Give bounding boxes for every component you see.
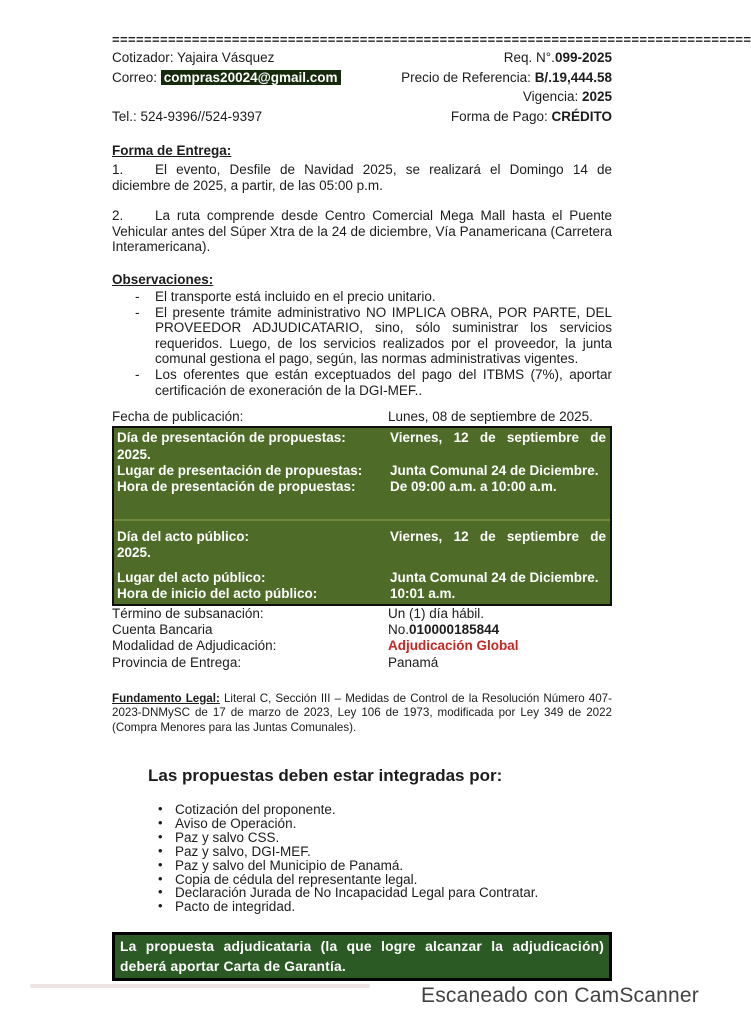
observaciones-title: Observaciones: xyxy=(112,271,214,287)
row-label: Término de subsanación: xyxy=(112,605,264,621)
observaciones-section xyxy=(112,272,612,398)
precio-referencia xyxy=(401,68,612,88)
list-item xyxy=(158,870,612,887)
table-row xyxy=(117,586,606,602)
header-row xyxy=(112,68,612,88)
item-number: 2. xyxy=(112,208,124,224)
table-row xyxy=(117,463,606,479)
document-content xyxy=(112,32,751,981)
dash-marker: - xyxy=(135,366,140,382)
row-label: Día del acto público: xyxy=(117,529,250,545)
bullet-marker: • xyxy=(158,800,163,816)
row-label: Modalidad de Adjudicación: xyxy=(112,638,277,654)
row-value-adjudicacion: Adjudicación Global xyxy=(388,638,519,654)
spacer xyxy=(117,521,606,529)
garantia-banner: La propuesta adjudicataria (la que logre alcanzar la adjudicación) deberá aportar Carta de Garantía. xyxy=(112,932,612,981)
pago-label: Forma de Pago: xyxy=(450,108,552,124)
fundamento-legal-text: Literal C, Sección III – Medidas de Control de la Resolución Número 407-2023-DNMySC de 17 de marzo de 2023, Ley 106 de 1973, modificada por Ley 349 de 2022 (Compra Menores para las Juntas Comunales). xyxy=(112,691,612,734)
row-value-wrap: 2025. xyxy=(117,446,151,462)
list-item xyxy=(135,288,612,305)
list-item xyxy=(158,800,612,817)
row-label: Día de presentación de propuestas: xyxy=(117,430,346,446)
header-row xyxy=(112,48,612,68)
vigencia xyxy=(523,87,612,107)
item-text: Los oferentes que están exceptuados del pago del ITBMS (7%), aportar certificación de exoneración de la DGI-MEF.. xyxy=(155,366,612,398)
item-text: Copia de cédula del representante legal. xyxy=(175,871,418,887)
item-text: El transporte está incluido en el precio unitario. xyxy=(155,288,436,304)
table-row xyxy=(112,638,612,654)
req-label: Req. N°. xyxy=(503,50,555,65)
item-text: Pacto de integridad. xyxy=(175,899,296,915)
forma-entrega-title: Forma de Entrega: xyxy=(112,143,232,158)
spacer xyxy=(117,495,606,519)
list-item xyxy=(158,842,612,859)
row-value: 10:01 a.m. xyxy=(390,585,456,601)
row-value xyxy=(388,622,612,638)
forma-pago xyxy=(451,107,612,127)
row-label: Lugar del acto público: xyxy=(117,569,266,585)
table-row xyxy=(112,655,612,671)
item-text: El evento, Desfile de Navidad 2025, se realizará el Domingo 14 de diciembre de 2025, a partir, de las 05:00 p.m. xyxy=(112,162,612,193)
item-text: El presente trámite administrativo NO IMPLICA OBRA, POR PARTE, DEL PROVEEDOR ADJUDICATARIO, sino, sólo suministrar los servicios requeridos. Luego, de los servicios realizados por el proveedor, la junta comunal gestiona el pago, según, las normas administrativas vigentes. xyxy=(155,304,612,367)
row-value: Viernes, 12 de septiembre de xyxy=(390,529,606,545)
document-header xyxy=(112,48,612,126)
email-highlighted: compras20024@gmail.com xyxy=(161,70,341,85)
highlighted-schedule-block xyxy=(112,426,612,606)
row-label: Hora de inicio del acto público: xyxy=(117,585,318,601)
propuestas-title: Las propuestas deben estar integradas por: xyxy=(148,765,503,785)
correo-text xyxy=(112,68,341,88)
list-item xyxy=(135,366,612,398)
forma-entrega-item xyxy=(112,162,612,193)
pago-value: CRÉDITO xyxy=(551,108,612,124)
item-text: Paz y salvo del Municipio de Panamá. xyxy=(175,857,404,873)
cotizador-text: Cotizador: Yajaira Vásquez xyxy=(112,50,275,65)
table-row xyxy=(117,529,606,561)
table-row xyxy=(112,622,612,638)
item-text: Paz y salvo CSS. xyxy=(175,829,280,845)
row-value: Junta Comunal 24 de Diciembre. xyxy=(390,462,599,478)
account-number: 010000185844 xyxy=(409,622,500,638)
row-label: Lugar de presentación de propuestas: xyxy=(117,462,363,478)
item-text: Aviso de Operación. xyxy=(175,815,297,831)
item-text: Cotización del proponente. xyxy=(175,801,336,817)
bullet-marker: • xyxy=(158,898,163,914)
paper-edge-artifact xyxy=(30,984,370,988)
row-value: De 09:00 a.m. a 10:00 a.m. xyxy=(390,478,557,494)
list-item xyxy=(158,828,612,845)
schedule-table xyxy=(112,409,612,671)
table-row xyxy=(117,430,606,462)
spacer xyxy=(117,562,606,570)
row-value: Viernes, 12 de septiembre de xyxy=(390,430,606,446)
list-item xyxy=(158,814,612,831)
bullet-marker: • xyxy=(158,842,163,858)
list-item xyxy=(135,304,612,367)
dash-marker: - xyxy=(135,304,140,320)
bullet-marker: • xyxy=(158,814,163,830)
row-label: Fecha de publicación: xyxy=(112,409,244,425)
correo-label: Correo: xyxy=(112,69,161,85)
row-label: Provincia de Entrega: xyxy=(112,654,242,670)
camscanner-watermark: Escaneado con CamScanner xyxy=(421,984,699,1007)
bullet-marker: • xyxy=(158,828,163,844)
forma-entrega-item xyxy=(112,208,612,255)
list-item xyxy=(158,856,612,873)
bullet-marker: • xyxy=(158,884,163,900)
row-value: Panamá xyxy=(388,654,439,670)
observaciones-list xyxy=(112,289,612,398)
bullet-marker: • xyxy=(158,856,163,872)
list-item xyxy=(158,898,612,915)
fundamento-legal-label: Fundamento Legal: xyxy=(112,691,220,705)
vigencia-value: 2025 xyxy=(581,89,612,104)
account-prefix: No. xyxy=(388,622,410,638)
table-row xyxy=(112,409,612,425)
item-text: Paz y salvo, DGI-MEF. xyxy=(175,843,311,859)
item-text: Declaración Jurada de No Incapacidad Legal para Contratar. xyxy=(175,885,539,901)
precio-value: B/.19,444.58 xyxy=(534,69,612,85)
table-row xyxy=(117,479,606,495)
divider-line: ================================================================================ xyxy=(112,32,751,47)
req-value: 099-2025 xyxy=(554,50,612,65)
table-row xyxy=(112,606,612,622)
dash-marker: - xyxy=(135,288,140,304)
telefono-text: Tel.: 524-9396//524-9397 xyxy=(112,108,263,124)
bullet-marker: • xyxy=(158,870,163,886)
row-value-wrap: 2025. xyxy=(117,545,151,561)
row-label: Hora de presentación de propuestas: xyxy=(117,478,356,494)
list-item xyxy=(158,884,612,901)
row-label: Cuenta Bancaria xyxy=(112,622,213,638)
header-row xyxy=(112,107,612,127)
item-text: La ruta comprende desde Centro Comercial Mega Mall hasta el Puente Vehicular antes del Súper Xtra de la 24 de diciembre, Vía Panamericana (Carretera Interamericana). xyxy=(112,208,612,255)
row-value: Junta Comunal 24 de Diciembre. xyxy=(390,569,599,585)
item-number: 1. xyxy=(112,162,124,177)
precio-label: Precio de Referencia: xyxy=(401,69,535,85)
vigencia-label: Vigencia: xyxy=(522,89,582,104)
table-row xyxy=(117,570,606,586)
row-value: Lunes, 08 de septiembre de 2025. xyxy=(388,409,593,425)
fundamento-legal xyxy=(112,692,612,735)
req-number xyxy=(504,48,612,68)
row-value: Un (1) día hábil. xyxy=(388,605,485,621)
header-row xyxy=(112,87,612,107)
propuestas-list xyxy=(155,800,612,915)
